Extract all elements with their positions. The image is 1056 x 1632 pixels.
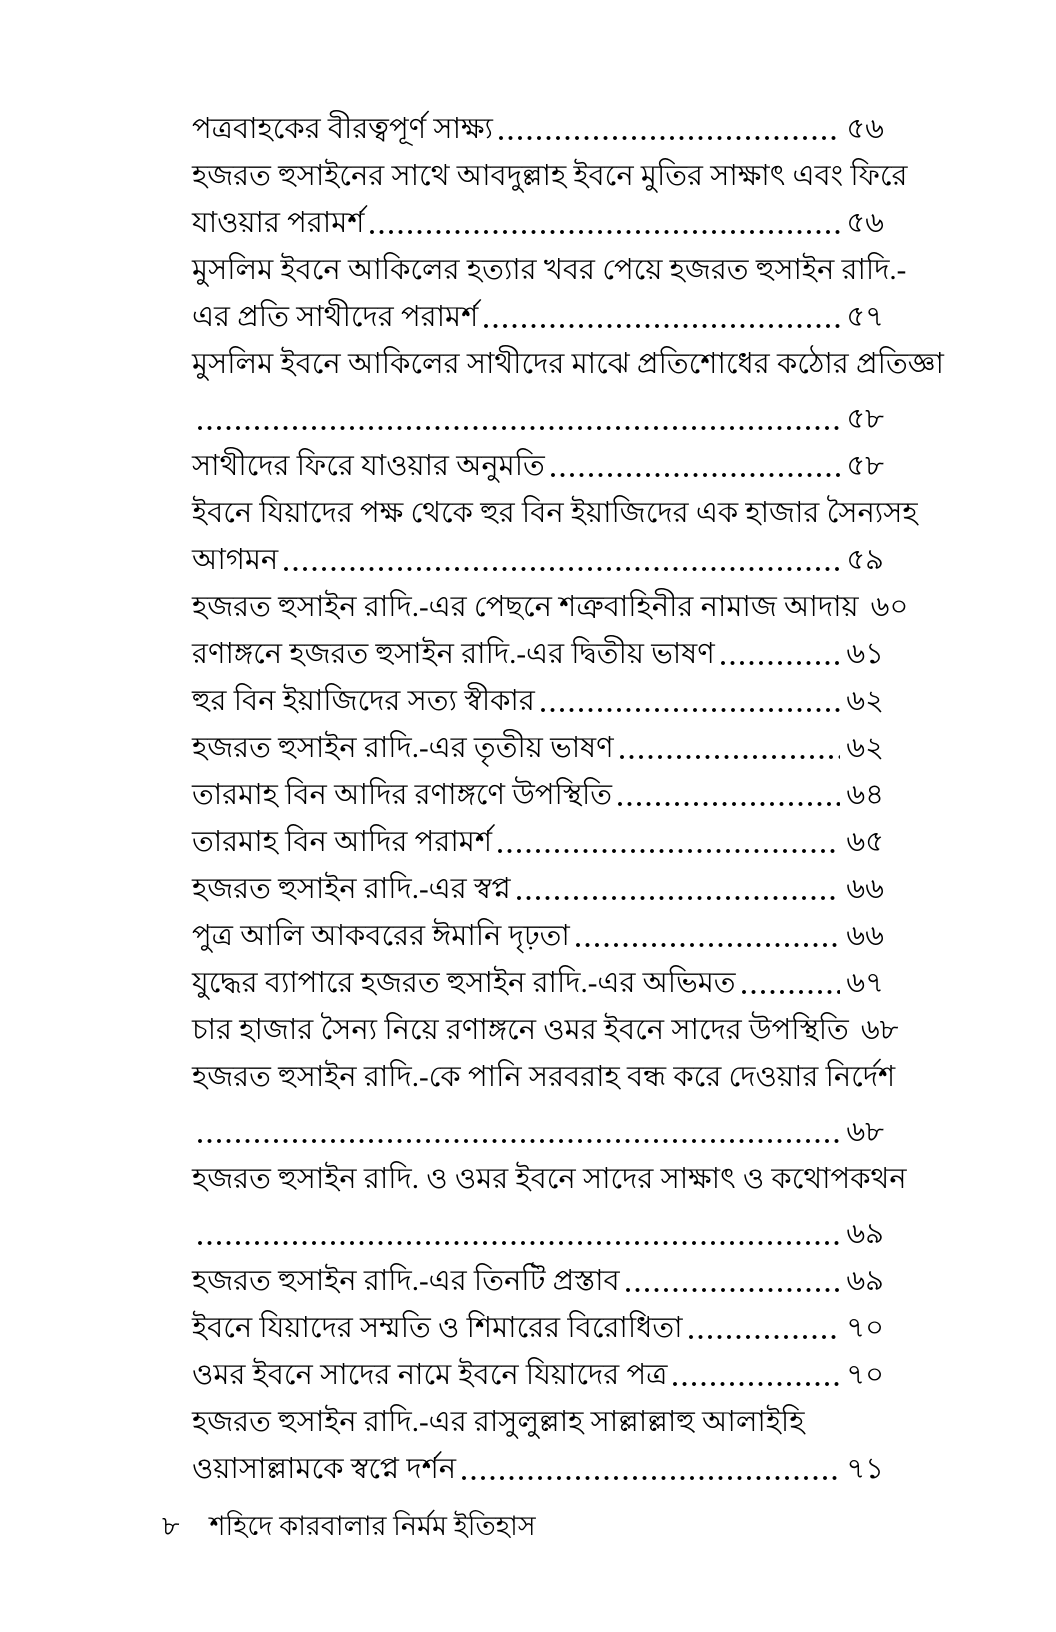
toc-entry-line [192,725,884,772]
toc-entry-text: আগমন [192,544,279,576]
dot-leader [576,943,840,947]
toc-entry-page-number: ৬২ [846,732,884,764]
toc-entry-line [192,631,884,678]
toc-entry-page-number: ৭১ [846,1453,884,1485]
toc-entry-line [192,913,884,960]
toc-entry-line [192,1211,884,1258]
toc-entry-line [192,678,884,725]
toc-entry-text: যুদ্ধের ব্যাপারে হজরত হুসাইন রাদি.-এর অভিমত [192,967,736,999]
toc-entry-text: ইবনে যিয়াদের পক্ষ থেকে হুর বিন ইয়াজিদের এক হাজার সৈন্যসহ [192,497,918,529]
toc-entry-page-number: ৬৯ [846,1218,884,1250]
toc-entry-line [192,1054,896,1101]
toc-entry-text: হজরত হুসাইন রাদি.-এর স্বপ্ন [192,873,511,905]
toc-entry-text: এর প্রতি সাথীদের পরামর্শ [192,301,479,333]
toc-entry-page-number: ৭০ [846,1359,884,1391]
dot-leader [742,990,841,994]
toc-entry-line [192,1258,884,1305]
toc-entry-line [192,772,884,819]
dot-leader [198,426,840,430]
dot-leader [499,136,840,140]
toc-entry-page-number: ৬৫ [846,826,884,858]
toc-entry-page-number: ৫৯ [846,544,884,576]
toc-entry-line [192,1007,899,1054]
toc-entry-page-number: ৫৮ [846,450,884,482]
dot-leader [541,708,840,712]
toc-entry-line [192,443,884,490]
toc-entry-text: তারমাহ বিন আদির রণাঙ্গণে উপস্থিতি [192,779,613,811]
toc-entry-page-number: ৫৬ [846,207,884,239]
dot-leader [689,1335,841,1339]
dot-leader [626,1288,841,1292]
toc-entry-text: হজরত হুসাইন রাদি.-এর পেছনে শত্রুবাহিনীর নামাজ আদায় [192,591,859,623]
dot-leader [370,230,840,234]
toc-entry-line [192,537,884,584]
toc-entry-line [192,1156,907,1203]
toc-entry-text: সাথীদের ফিরে যাওয়ার অনুমতি [192,450,545,482]
dot-leader [484,324,840,328]
toc-entry-text: ওমর ইবনে সাদের নামে ইবনে যিয়াদের পত্র [192,1359,668,1391]
toc-entry-line [192,1305,884,1352]
dot-leader [517,896,841,900]
dot-leader [618,802,840,806]
toc-entry-line [192,490,918,537]
page-footer [162,1506,536,1546]
footer-page-number: ৮ [162,1511,180,1541]
toc-entry-page-number: ৬৮ [846,1116,884,1148]
toc-entry-text: হজরত হুসাইন রাদি.-এর তিনটি প্রস্তাব [192,1265,620,1297]
toc-entry-line [192,1446,884,1493]
toc-entry-text: তারমাহ বিন আদির পরামর্শ [192,826,492,858]
toc-entry-text: হুর বিন ইয়াজিদের সত্য স্বীকার [192,685,535,717]
toc-entry-line [192,294,884,341]
dot-leader [551,473,841,477]
toc-entry-page-number: ৬০ [870,591,909,623]
toc-entry-text: চার হাজার সৈন্য নিয়ে রণাঙ্গনে ওমর ইবনে সাদের উপস্থিতি [192,1014,849,1046]
toc-entry-text: রণাঙ্গনে হজরত হুসাইন রাদি.-এর দ্বিতীয় ভাষণ [192,638,715,670]
toc-entry-page-number: ৬২ [846,685,884,717]
toc-entry-line [192,200,884,247]
dot-leader [673,1382,840,1386]
toc-entry-page-number: ৬৯ [846,1265,884,1297]
toc-entry-page-number: ৬৬ [846,920,884,952]
toc-entry-line [192,819,884,866]
dot-leader [284,567,840,571]
toc-entry-page-number: ৬৭ [846,967,884,999]
toc-entry-line [192,153,908,200]
toc-entry-text: মুসলিম ইবনে আকিলের হত্যার খবর পেয়ে হজরত হুসাইন রাদি.- [192,254,907,286]
toc-entry-page-number: ৬১ [846,638,884,670]
toc-entry-text: পত্রবাহকের বীরত্বপূর্ণ সাক্ষ্য [192,113,493,145]
toc-entry-page-number: ৬৪ [846,779,884,811]
toc-entry-line [192,866,884,913]
toc-entry-page-number: ৬৮ [860,1014,899,1046]
toc-entry-line [192,247,907,294]
toc-entry-line [192,584,909,631]
toc-list [192,106,944,1493]
toc-entry-line [192,1109,884,1156]
toc-entry-line [192,396,884,443]
toc-entry-line [192,106,884,153]
toc-entry-text: হজরত হুসাইন রাদি.-এর রাসুলুল্লাহ সাল্লাল্লাহু আলাইহি [192,1406,805,1438]
toc-entry-text: হজরত হুসাইনের সাথে আবদুল্লাহ ইবনে মুতির সাক্ষাৎ এবং ফিরে [192,160,908,192]
toc-entry-text: ইবনে যিয়াদের সম্মতি ও শিমারের বিরোধিতা [192,1312,683,1344]
toc-entry-text: হজরত হুসাইন রাদি. ও ওমর ইবনে সাদের সাক্ষাৎ ও কথোপকথন [192,1163,907,1195]
dot-leader [198,1139,840,1143]
dot-leader [620,755,841,759]
dot-leader [498,849,840,853]
toc-entry-line [192,960,884,1007]
dot-leader [721,661,841,665]
toc-entry-line [192,1352,884,1399]
toc-entry-text: মুসলিম ইবনে আকিলের সাথীদের মাঝে প্রতিশোধের কঠোর প্রতিজ্ঞা [192,348,944,380]
toc-entry-page-number: ৫৬ [846,113,884,145]
toc-entry-text: হজরত হুসাইন রাদি.-এর তৃতীয় ভাষণ [192,732,614,764]
toc-entry-text: ওয়াসাল্লামকে স্বপ্নে দর্শন [192,1453,457,1485]
toc-entry-line [192,341,944,388]
toc-entry-line [192,1399,884,1446]
footer-book-title: শহিদে কারবালার নির্মম ইতিহাস [209,1511,536,1541]
dot-leader [198,1241,840,1245]
toc-entry-text: হজরত হুসাইন রাদি.-কে পানি সরবরাহ বন্ধ করে দেওয়ার নির্দেশ [192,1061,896,1093]
toc-entry-page-number: ৬৬ [846,873,884,905]
toc-entry-text: যাওয়ার পরামর্শ [192,207,365,239]
toc-entry-page-number: ৫৮ [846,403,884,435]
dot-leader [462,1476,840,1480]
toc-entry-page-number: ৫৭ [846,301,884,333]
toc-entry-text: পুত্র আলি আকবরের ঈমানি দৃঢ়তা [192,920,570,952]
toc-entry-page-number: ৭০ [846,1312,884,1344]
